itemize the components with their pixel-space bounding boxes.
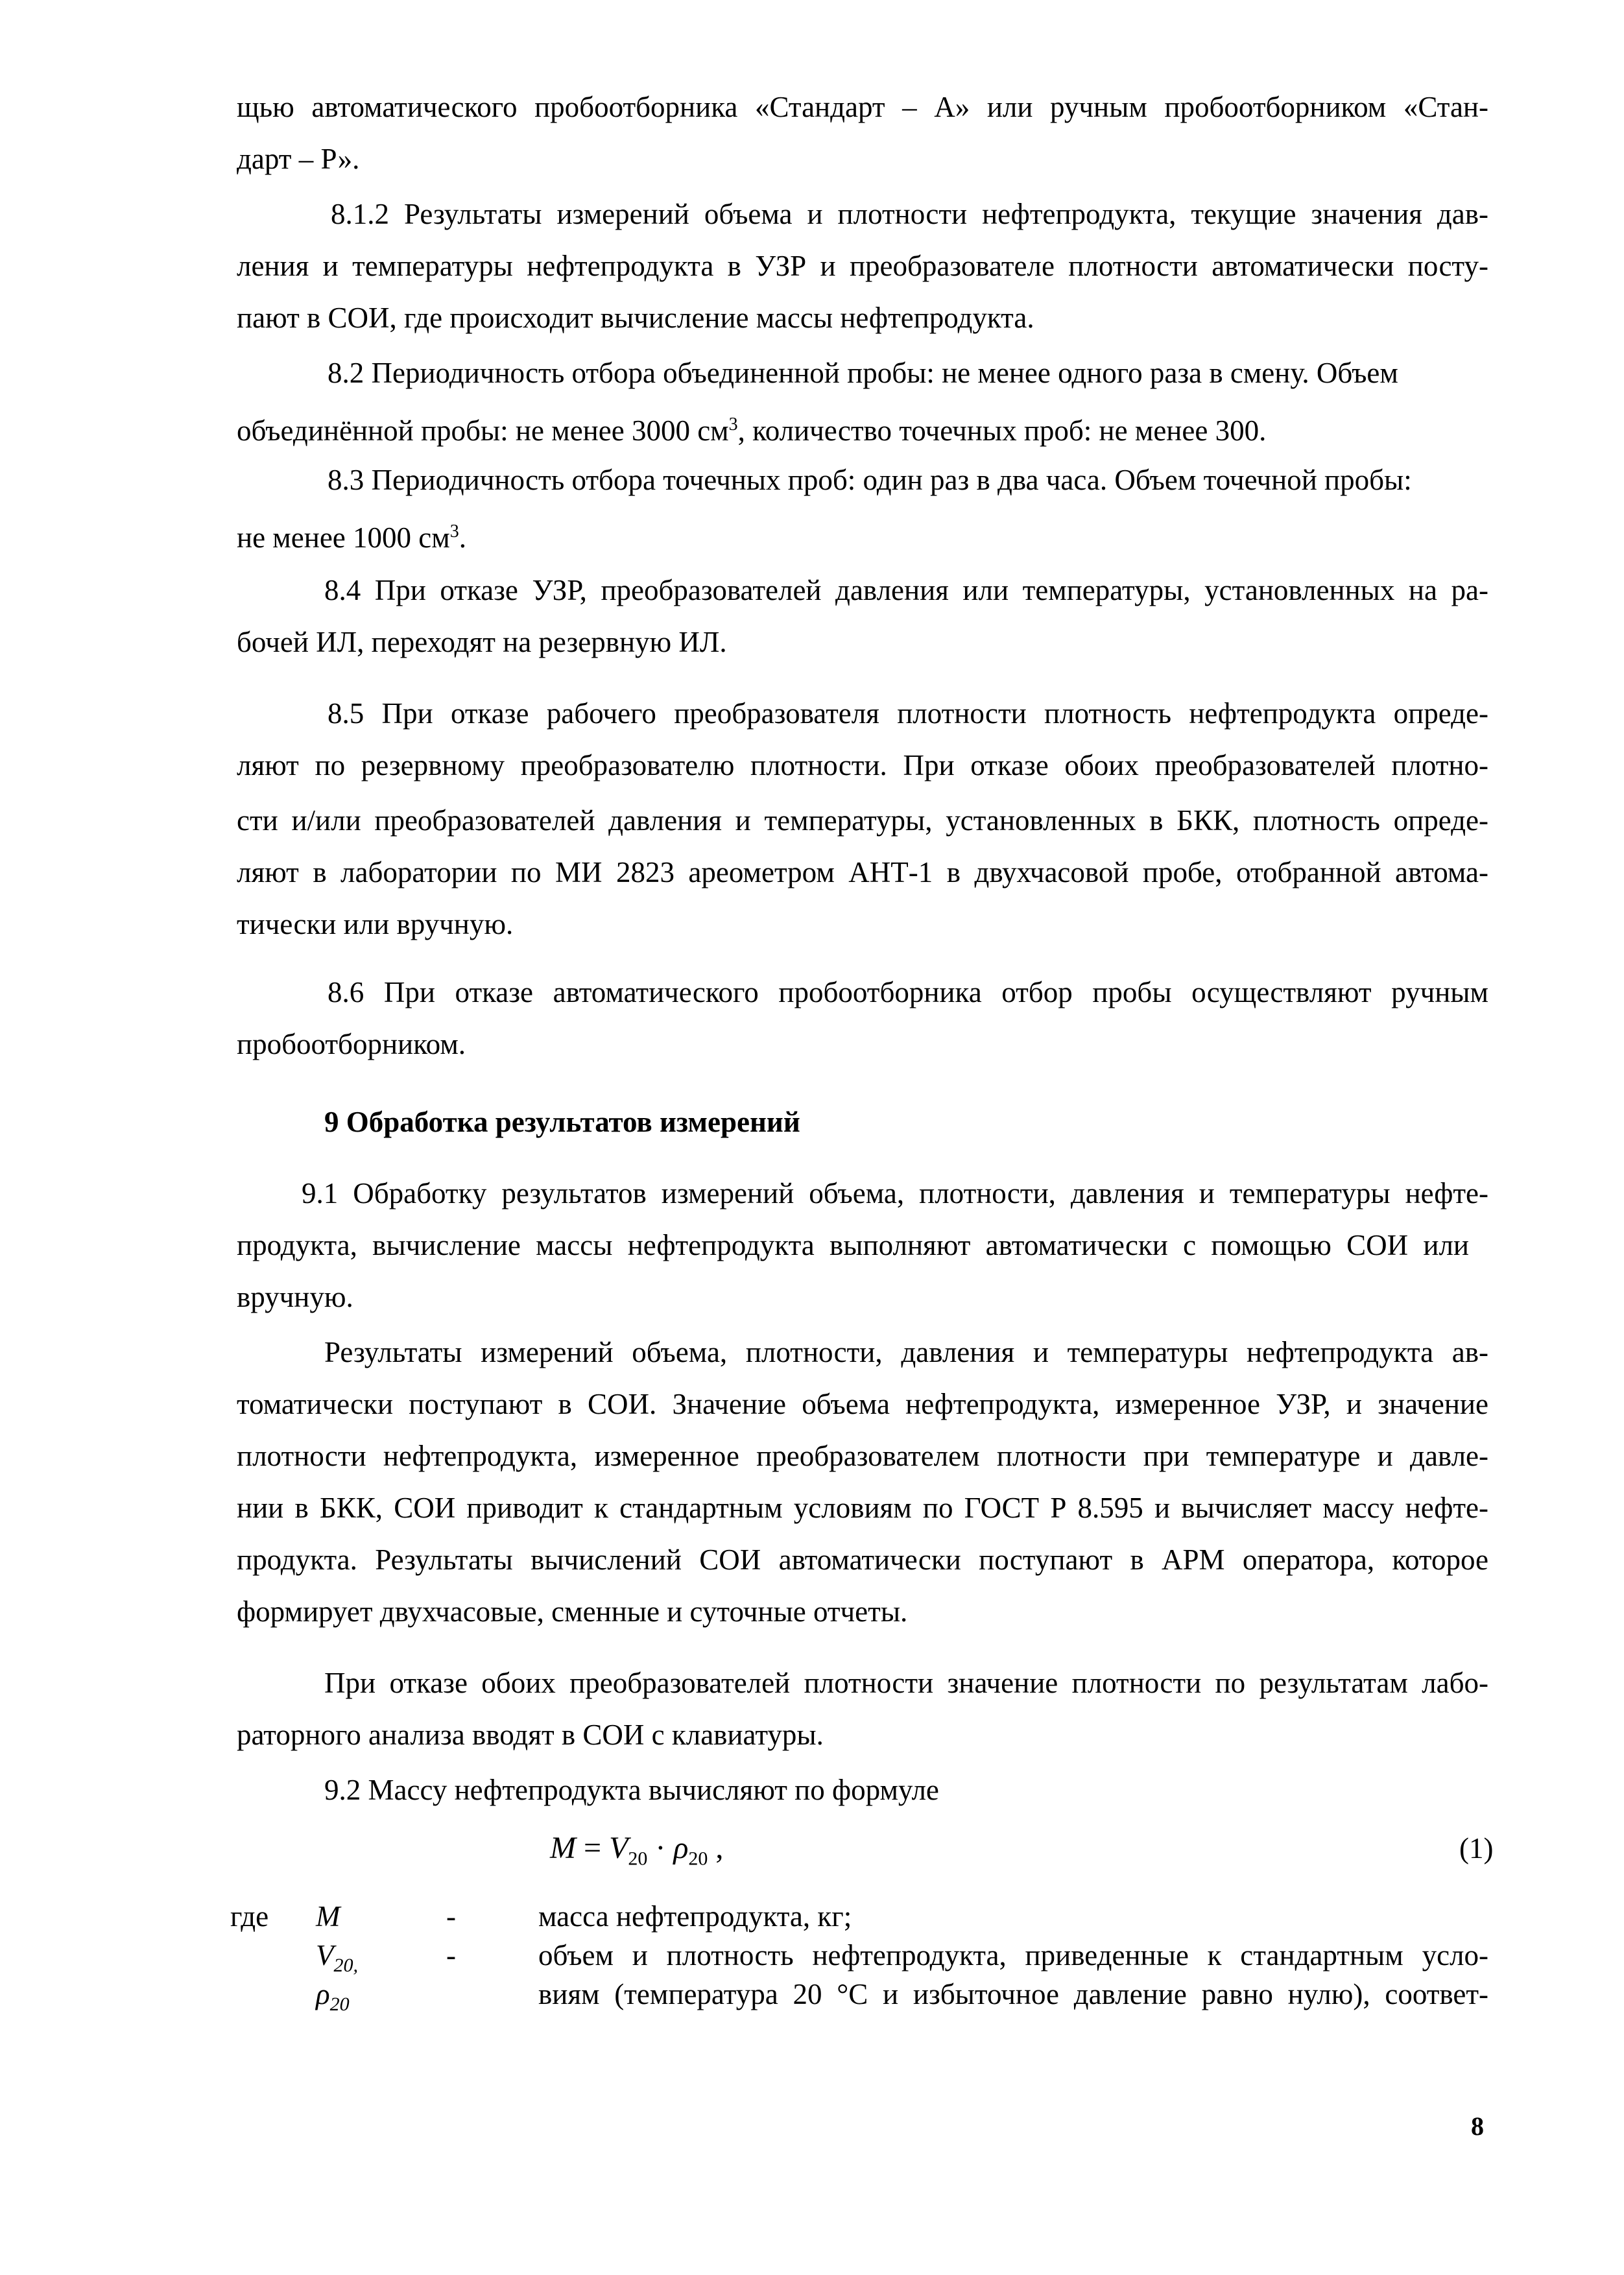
legend-symbol-m: M [316,1900,340,1933]
paragraph-line: При отказе обоих преобразователей плотности значение плотности по результатам лабо- [324,1667,1488,1699]
legend-dash: - [446,1900,456,1933]
formula-operator: = [575,1831,610,1865]
formula-operator: · [647,1831,674,1865]
paragraph-line: ляют в лаборатории по МИ 2823 ареометром АНТ-1 в двухчасовой пробе, отобранной автома- [237,856,1488,888]
legend-dash: - [446,1939,456,1971]
paragraph-line: дарт – Р». [237,143,360,175]
legend-symbol-v-subscript: 20, [333,1955,358,1976]
formula-subscript: 20 [628,1848,648,1870]
formula [550,1829,723,1879]
legend-definition-m: масса нефтепродукта, кг; [538,1900,852,1933]
text-run: . [459,521,466,554]
paragraph-line: томатически поступают в СОИ. Значение объема нефтепродукта, измеренное УЗР, и значение [237,1388,1488,1420]
paragraph-line: 8.4 При отказе УЗР, преобразователей давления или температуры, установленных на ра- [324,574,1488,606]
paragraph-line: сти и/или преобразователей давления и температуры, установленных в БКК, плотность опреде- [237,804,1488,837]
formula-subscript: 20 [688,1848,708,1870]
paragraph-line: пробоотборником. [237,1028,466,1060]
paragraph-line: тически или вручную. [237,908,514,940]
paragraph-line: раторного анализа вводят в СОИ с клавиатуры. [237,1719,824,1751]
paragraph-line: бочей ИЛ, переходят на резервную ИЛ. [237,626,727,658]
text-run: объединённой пробы: не менее 3000 см [237,414,729,447]
formula-symbol: M [550,1831,576,1865]
superscript: 3 [449,521,459,542]
formula-symbol: ρ [673,1831,689,1865]
page-number: 8 [1471,2112,1484,2141]
paragraph-line: продукта. Результаты вычислений СОИ автоматически поступают в АРМ оператора, которое [237,1543,1488,1576]
paragraph-line: вручную. [237,1281,353,1313]
legend-definition-line: объем и плотность нефтепродукта, приведенные к стандартным усло- [538,1939,1488,1971]
paragraph-line: Результаты измерений объема, плотности, давления и температуры нефтепродукта ав- [324,1336,1488,1368]
legend-symbol-rho [316,1975,350,2024]
text-run: не менее 1000 см [237,521,450,554]
paragraph-line: нии в БКК, СОИ приводит к стандартным условиям по ГОСТ Р 8.595 и вычисляет массу нефте- [237,1492,1488,1524]
paragraph-line: 9.1 Обработку результатов измерений объема, плотности, давления и температуры нефте- [302,1177,1488,1209]
superscript: 3 [728,414,738,435]
paragraph-line: 8.1.2 Результаты измерений объема и плотности нефтепродукта, текущие значения дав- [331,198,1488,230]
paragraph-line: пают в СОИ, где происходит вычисление массы нефтепродукта. [237,302,1034,334]
paragraph-line: щью автоматического пробоотборника «Стандарт – А» или ручным пробоотборником «Стан- [237,91,1488,123]
legend-where: где [230,1900,269,1933]
legend-symbol-v-letter: V [316,1939,334,1971]
formula-symbol: V [609,1831,628,1865]
text-run: , количество точечных проб: не менее 300. [737,414,1267,447]
paragraph-line: 8.2 Периодичность отбора объединенной пробы: не менее одного раза в смену. Объем [328,357,1398,389]
paragraph-line: 8.5 При отказе рабочего преобразователя плотности плотность нефтепродукта опреде- [328,697,1488,730]
paragraph-line [237,512,1488,557]
paragraph-line: ления и температуры нефтепродукта в УЗР и преобразователе плотности автоматически посту- [237,250,1488,282]
paragraph-line: продукта, вычисление массы нефтепродукта выполняют автоматически с помощью СОИ или [237,1229,1469,1261]
legend-definition-line: виям (температура 20 °С и избыточное давление равно нулю), соответ- [538,1978,1488,2010]
paragraph-line: плотности нефтепродукта, измеренное преобразователем плотности при температуре и давле- [237,1440,1488,1472]
paragraph-line: 8.6 При отказе автоматического пробоотборника отбор пробы осуществляют ручным [328,976,1488,1008]
legend-symbol-rho-subscript: 20 [329,1994,350,2015]
paragraph-line: 8.3 Периодичность отбора точечных проб: один раз в два часа. Объем точечной пробы: [328,464,1412,496]
formula-punct: , [708,1831,724,1865]
legend-symbol-rho-letter: ρ [316,1978,330,2010]
paragraph-line: ляют по резервному преобразователю плотности. При отказе обоих преобразователей плотно- [237,749,1488,781]
equation-number: (1) [1459,1832,1494,1864]
paragraph-line [237,405,1488,450]
paragraph-line: 9.2 Массу нефтепродукта вычисляют по формуле [324,1774,939,1806]
section-heading: 9 Обработка результатов измерений [324,1106,800,1138]
paragraph-line: формирует двухчасовые, сменные и суточные отчеты. [237,1595,908,1628]
